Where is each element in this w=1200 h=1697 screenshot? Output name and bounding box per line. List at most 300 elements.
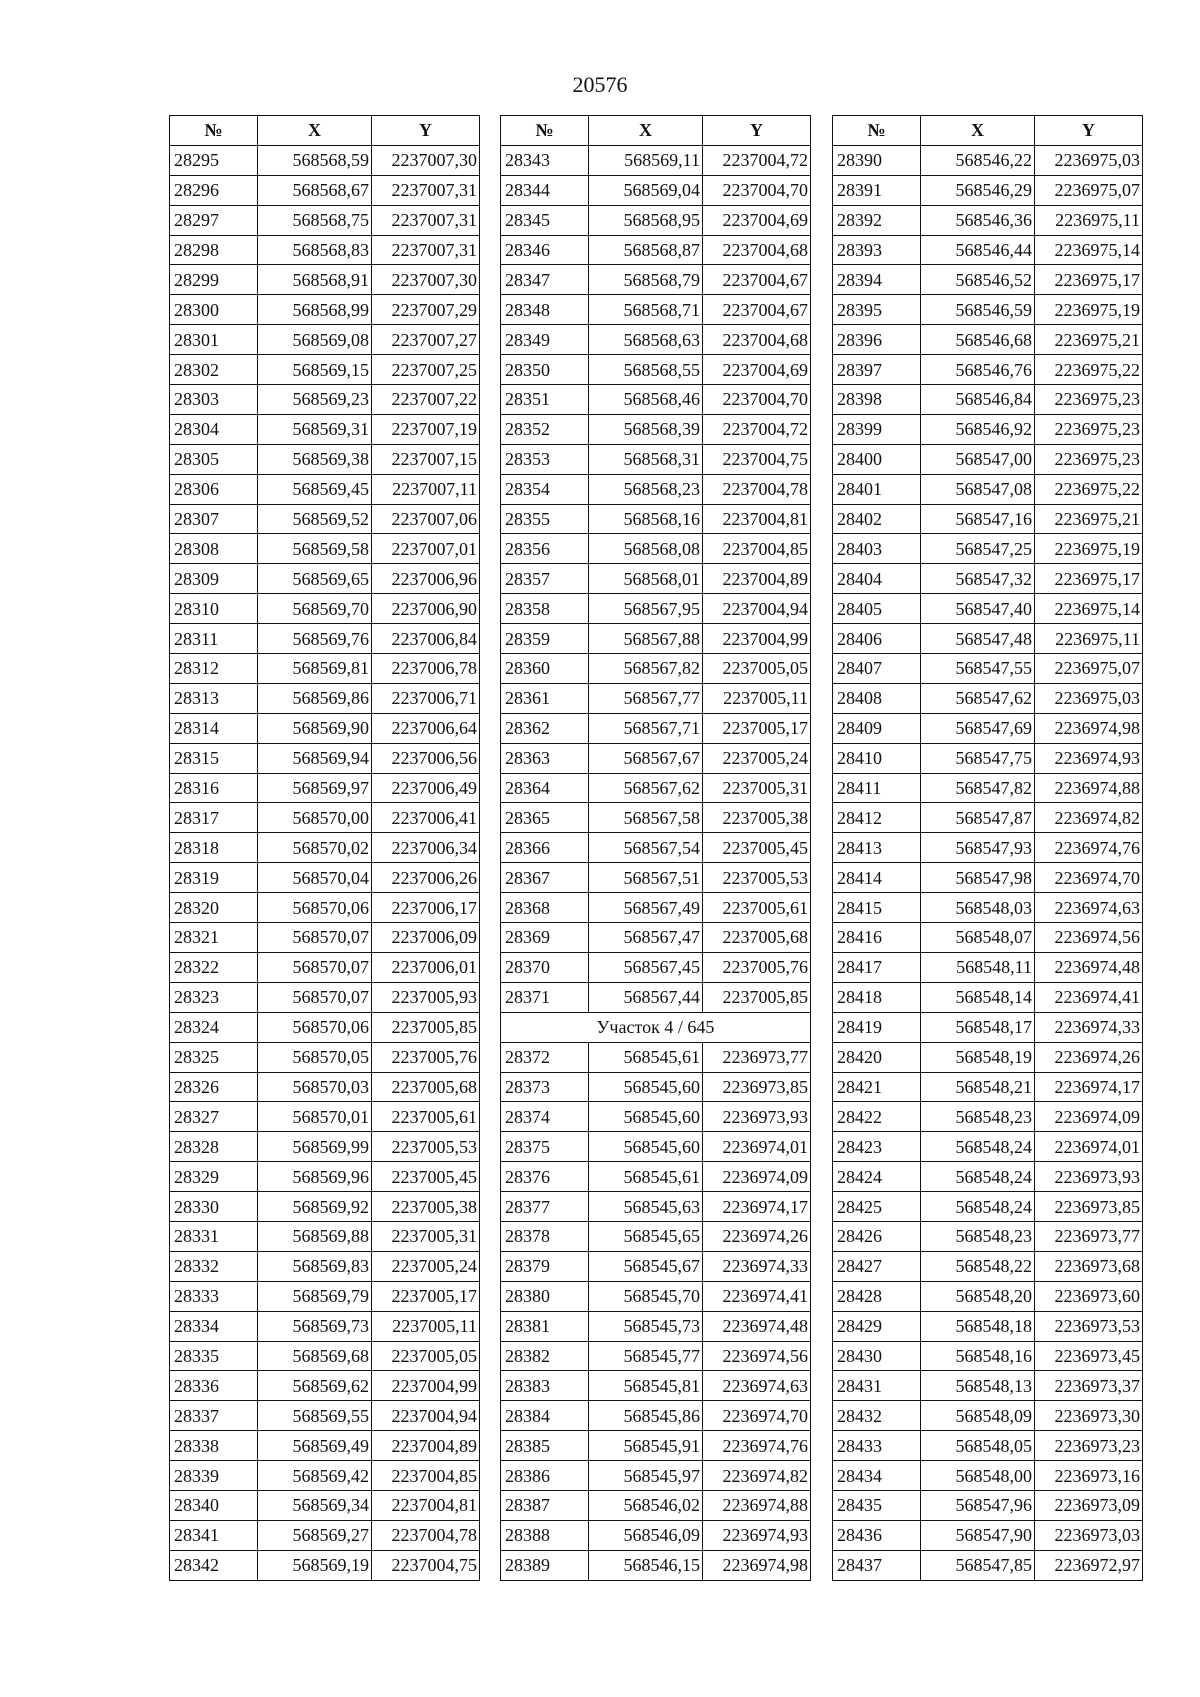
cell-number: 28363 xyxy=(501,743,589,773)
cell-x: 568548,11 xyxy=(921,952,1035,982)
table-row xyxy=(833,1192,1143,1222)
column-header-number: № xyxy=(833,116,921,146)
cell-y: 2236973,93 xyxy=(703,1102,811,1132)
cell-number: 28388 xyxy=(501,1520,589,1550)
cell-y: 2236973,68 xyxy=(1035,1251,1143,1281)
column-header-number: № xyxy=(501,116,589,146)
cell-y: 2236975,23 xyxy=(1035,444,1143,474)
cell-x: 568569,90 xyxy=(258,713,372,743)
cell-number: 28370 xyxy=(501,952,589,982)
cell-number: 28429 xyxy=(833,1311,921,1341)
cell-x: 568570,03 xyxy=(258,1072,372,1102)
cell-number: 28342 xyxy=(170,1550,258,1580)
table-row xyxy=(501,594,811,624)
coordinates-table-3 xyxy=(832,115,1143,1581)
cell-x: 568546,52 xyxy=(921,265,1035,295)
cell-y: 2237006,49 xyxy=(372,773,480,803)
table-row xyxy=(501,1192,811,1222)
cell-y: 2237005,76 xyxy=(372,1042,480,1072)
cell-x: 568567,71 xyxy=(589,713,703,743)
table-row xyxy=(170,444,480,474)
cell-number: 28372 xyxy=(501,1042,589,1072)
table-row xyxy=(833,1311,1143,1341)
table-row xyxy=(170,325,480,355)
cell-y: 2236975,19 xyxy=(1035,295,1143,325)
cell-y: 2236975,22 xyxy=(1035,474,1143,504)
column-header-x: X xyxy=(589,116,703,146)
cell-number: 28391 xyxy=(833,175,921,205)
table-row xyxy=(170,1311,480,1341)
cell-y: 2236973,60 xyxy=(1035,1281,1143,1311)
column-header-y: Y xyxy=(1035,116,1143,146)
table-row xyxy=(833,773,1143,803)
table-row xyxy=(501,444,811,474)
cell-number: 28374 xyxy=(501,1102,589,1132)
cell-number: 28327 xyxy=(170,1102,258,1132)
cell-number: 28412 xyxy=(833,803,921,833)
table-row xyxy=(501,564,811,594)
table-row xyxy=(170,624,480,654)
cell-y: 2236974,88 xyxy=(1035,773,1143,803)
table-row xyxy=(501,1401,811,1431)
cell-y: 2236974,93 xyxy=(703,1520,811,1550)
cell-y: 2237004,85 xyxy=(703,534,811,564)
table-row xyxy=(833,444,1143,474)
cell-number: 28312 xyxy=(170,654,258,684)
cell-x: 568568,99 xyxy=(258,295,372,325)
cell-number: 28322 xyxy=(170,952,258,982)
cell-number: 28336 xyxy=(170,1371,258,1401)
cell-x: 568567,67 xyxy=(589,743,703,773)
table-row xyxy=(170,1192,480,1222)
cell-y: 2237004,99 xyxy=(703,624,811,654)
cell-x: 568569,58 xyxy=(258,534,372,564)
table-row xyxy=(501,1311,811,1341)
cell-number: 28431 xyxy=(833,1371,921,1401)
cell-number: 28357 xyxy=(501,564,589,594)
coordinates-table-2 xyxy=(500,115,811,1581)
table-row xyxy=(501,504,811,534)
cell-x: 568547,08 xyxy=(921,474,1035,504)
cell-y: 2237005,05 xyxy=(372,1341,480,1371)
cell-number: 28399 xyxy=(833,414,921,444)
cell-x: 568545,91 xyxy=(589,1431,703,1461)
cell-number: 28319 xyxy=(170,863,258,893)
cell-x: 568569,62 xyxy=(258,1371,372,1401)
cell-number: 28425 xyxy=(833,1192,921,1222)
table-row xyxy=(170,952,480,982)
cell-y: 2236973,85 xyxy=(703,1072,811,1102)
cell-x: 568548,09 xyxy=(921,1401,1035,1431)
cell-y: 2237006,84 xyxy=(372,624,480,654)
cell-x: 568568,01 xyxy=(589,564,703,594)
cell-x: 568546,02 xyxy=(589,1490,703,1520)
table-row xyxy=(833,594,1143,624)
cell-y: 2237004,78 xyxy=(703,474,811,504)
table-row xyxy=(833,175,1143,205)
cell-x: 568569,92 xyxy=(258,1192,372,1222)
cell-y: 2236974,09 xyxy=(1035,1102,1143,1132)
cell-number: 28334 xyxy=(170,1311,258,1341)
cell-number: 28355 xyxy=(501,504,589,534)
cell-x: 568569,19 xyxy=(258,1550,372,1580)
cell-number: 28368 xyxy=(501,893,589,923)
cell-x: 568569,88 xyxy=(258,1221,372,1251)
table-row xyxy=(833,952,1143,982)
coordinates-table-1 xyxy=(169,115,480,1581)
table-row xyxy=(833,863,1143,893)
cell-number: 28348 xyxy=(501,295,589,325)
cell-x: 568569,76 xyxy=(258,624,372,654)
cell-y: 2236974,98 xyxy=(703,1550,811,1580)
cell-y: 2237004,99 xyxy=(372,1371,480,1401)
cell-y: 2237005,17 xyxy=(703,713,811,743)
table-row xyxy=(833,743,1143,773)
cell-x: 568545,81 xyxy=(589,1371,703,1401)
cell-y: 2237005,17 xyxy=(372,1281,480,1311)
cell-x: 568547,25 xyxy=(921,534,1035,564)
cell-y: 2236975,21 xyxy=(1035,504,1143,534)
cell-y: 2237004,69 xyxy=(703,355,811,385)
cell-x: 568545,60 xyxy=(589,1072,703,1102)
cell-y: 2237006,90 xyxy=(372,594,480,624)
cell-y: 2236974,48 xyxy=(1035,952,1143,982)
cell-number: 28338 xyxy=(170,1431,258,1461)
cell-y: 2237005,76 xyxy=(703,952,811,982)
cell-number: 28424 xyxy=(833,1162,921,1192)
cell-x: 568570,07 xyxy=(258,952,372,982)
cell-number: 28432 xyxy=(833,1401,921,1431)
table-row xyxy=(501,265,811,295)
table-row xyxy=(170,1072,480,1102)
cell-x: 568548,17 xyxy=(921,1012,1035,1042)
cell-y: 2236975,03 xyxy=(1035,683,1143,713)
table-row xyxy=(501,235,811,265)
cell-number: 28408 xyxy=(833,683,921,713)
cell-x: 568545,67 xyxy=(589,1251,703,1281)
cell-x: 568567,88 xyxy=(589,624,703,654)
cell-y: 2237006,34 xyxy=(372,833,480,863)
cell-x: 568568,91 xyxy=(258,265,372,295)
cell-number: 28325 xyxy=(170,1042,258,1072)
table-row xyxy=(833,683,1143,713)
cell-y: 2236974,63 xyxy=(1035,893,1143,923)
cell-number: 28383 xyxy=(501,1371,589,1401)
cell-y: 2237004,85 xyxy=(372,1461,480,1491)
cell-number: 28417 xyxy=(833,952,921,982)
cell-y: 2237007,19 xyxy=(372,414,480,444)
table-row xyxy=(501,803,811,833)
table-row xyxy=(170,1550,480,1580)
table-row xyxy=(501,1520,811,1550)
cell-x: 568569,52 xyxy=(258,504,372,534)
cell-number: 28420 xyxy=(833,1042,921,1072)
table-row xyxy=(170,743,480,773)
table-header-row xyxy=(833,116,1143,146)
cell-x: 568568,59 xyxy=(258,145,372,175)
cell-x: 568568,67 xyxy=(258,175,372,205)
table-row xyxy=(833,833,1143,863)
table-row xyxy=(170,713,480,743)
table-row xyxy=(501,1251,811,1281)
table-row xyxy=(501,1461,811,1491)
cell-x: 568547,98 xyxy=(921,863,1035,893)
cell-y: 2237005,31 xyxy=(372,1221,480,1251)
page-number: 20576 xyxy=(572,72,628,97)
cell-x: 568546,36 xyxy=(921,205,1035,235)
table-row xyxy=(833,534,1143,564)
table-row xyxy=(833,1281,1143,1311)
cell-x: 568547,93 xyxy=(921,833,1035,863)
cell-y: 2236972,97 xyxy=(1035,1550,1143,1580)
cell-y: 2237005,61 xyxy=(703,893,811,923)
table-row xyxy=(501,1341,811,1371)
cell-y: 2237007,11 xyxy=(372,474,480,504)
cell-y: 2236974,41 xyxy=(703,1281,811,1311)
table-row xyxy=(170,1401,480,1431)
cell-number: 28411 xyxy=(833,773,921,803)
cell-x: 568567,77 xyxy=(589,683,703,713)
cell-number: 28353 xyxy=(501,444,589,474)
table-row xyxy=(833,235,1143,265)
cell-number: 28361 xyxy=(501,683,589,713)
cell-x: 568567,62 xyxy=(589,773,703,803)
cell-y: 2237007,29 xyxy=(372,295,480,325)
cell-x: 568545,60 xyxy=(589,1132,703,1162)
cell-x: 568548,16 xyxy=(921,1341,1035,1371)
cell-x: 568546,59 xyxy=(921,295,1035,325)
cell-number: 28366 xyxy=(501,833,589,863)
table-row xyxy=(833,1072,1143,1102)
cell-number: 28409 xyxy=(833,713,921,743)
cell-x: 568569,27 xyxy=(258,1520,372,1550)
cell-y: 2237004,89 xyxy=(703,564,811,594)
cell-y: 2237007,27 xyxy=(372,325,480,355)
table-row xyxy=(501,923,811,953)
cell-x: 568569,73 xyxy=(258,1311,372,1341)
cell-x: 568569,45 xyxy=(258,474,372,504)
cell-x: 568567,54 xyxy=(589,833,703,863)
table-row xyxy=(501,952,811,982)
table-row xyxy=(501,325,811,355)
cell-y: 2236975,11 xyxy=(1035,205,1143,235)
cell-number: 28402 xyxy=(833,504,921,534)
cell-x: 568570,05 xyxy=(258,1042,372,1072)
cell-y: 2237005,93 xyxy=(372,982,480,1012)
section-label: Участок 4 / 645 xyxy=(501,1012,811,1042)
table-row xyxy=(833,504,1143,534)
table-row xyxy=(501,1550,811,1580)
cell-y: 2237004,70 xyxy=(703,385,811,415)
cell-x: 568569,55 xyxy=(258,1401,372,1431)
cell-number: 28378 xyxy=(501,1221,589,1251)
table-row xyxy=(833,982,1143,1012)
cell-number: 28436 xyxy=(833,1520,921,1550)
cell-y: 2237004,94 xyxy=(703,594,811,624)
cell-x: 568548,07 xyxy=(921,923,1035,953)
cell-y: 2237007,01 xyxy=(372,534,480,564)
cell-x: 568569,31 xyxy=(258,414,372,444)
cell-y: 2236974,82 xyxy=(1035,803,1143,833)
cell-x: 568545,97 xyxy=(589,1461,703,1491)
table-row xyxy=(501,982,811,1012)
cell-number: 28317 xyxy=(170,803,258,833)
cell-x: 568568,55 xyxy=(589,355,703,385)
cell-number: 28315 xyxy=(170,743,258,773)
cell-y: 2236974,76 xyxy=(1035,833,1143,863)
cell-number: 28296 xyxy=(170,175,258,205)
cell-x: 568568,71 xyxy=(589,295,703,325)
cell-y: 2236974,09 xyxy=(703,1162,811,1192)
cell-x: 568548,23 xyxy=(921,1102,1035,1132)
cell-x: 568568,39 xyxy=(589,414,703,444)
cell-x: 568569,83 xyxy=(258,1251,372,1281)
table-row xyxy=(170,534,480,564)
cell-number: 28352 xyxy=(501,414,589,444)
cell-number: 28437 xyxy=(833,1550,921,1580)
cell-x: 568568,16 xyxy=(589,504,703,534)
cell-y: 2236974,88 xyxy=(703,1490,811,1520)
cell-number: 28311 xyxy=(170,624,258,654)
table-row xyxy=(170,1162,480,1192)
cell-y: 2236974,93 xyxy=(1035,743,1143,773)
table-row xyxy=(170,175,480,205)
cell-x: 568546,29 xyxy=(921,175,1035,205)
table-row xyxy=(833,1132,1143,1162)
cell-x: 568569,04 xyxy=(589,175,703,205)
table-row xyxy=(170,1221,480,1251)
cell-number: 28413 xyxy=(833,833,921,863)
table-row xyxy=(170,355,480,385)
cell-x: 568569,11 xyxy=(589,145,703,175)
cell-number: 28302 xyxy=(170,355,258,385)
cell-y: 2236975,23 xyxy=(1035,385,1143,415)
cell-number: 28321 xyxy=(170,923,258,953)
cell-x: 568569,97 xyxy=(258,773,372,803)
table-row xyxy=(170,474,480,504)
cell-y: 2237004,69 xyxy=(703,205,811,235)
cell-number: 28300 xyxy=(170,295,258,325)
cell-number: 28433 xyxy=(833,1431,921,1461)
cell-y: 2237005,11 xyxy=(372,1311,480,1341)
cell-y: 2237006,17 xyxy=(372,893,480,923)
cell-y: 2237007,25 xyxy=(372,355,480,385)
cell-x: 568546,44 xyxy=(921,235,1035,265)
cell-y: 2237005,38 xyxy=(703,803,811,833)
table-row xyxy=(170,265,480,295)
cell-number: 28419 xyxy=(833,1012,921,1042)
cell-number: 28404 xyxy=(833,564,921,594)
cell-x: 568546,92 xyxy=(921,414,1035,444)
table-row xyxy=(501,1490,811,1520)
table-row xyxy=(501,355,811,385)
table-row xyxy=(501,1162,811,1192)
cell-number: 28382 xyxy=(501,1341,589,1371)
cell-number: 28418 xyxy=(833,982,921,1012)
cell-x: 568548,23 xyxy=(921,1221,1035,1251)
cell-x: 568546,76 xyxy=(921,355,1035,385)
cell-number: 28340 xyxy=(170,1490,258,1520)
cell-number: 28346 xyxy=(501,235,589,265)
cell-y: 2236973,37 xyxy=(1035,1371,1143,1401)
cell-number: 28316 xyxy=(170,773,258,803)
cell-number: 28347 xyxy=(501,265,589,295)
table-row xyxy=(170,1102,480,1132)
cell-x: 568547,85 xyxy=(921,1550,1035,1580)
table-row xyxy=(833,414,1143,444)
cell-number: 28343 xyxy=(501,145,589,175)
table-row xyxy=(170,893,480,923)
cell-y: 2236974,41 xyxy=(1035,982,1143,1012)
table-row xyxy=(170,654,480,684)
cell-y: 2236974,76 xyxy=(703,1431,811,1461)
cell-number: 28297 xyxy=(170,205,258,235)
cell-number: 28393 xyxy=(833,235,921,265)
cell-number: 28337 xyxy=(170,1401,258,1431)
table-row xyxy=(833,385,1143,415)
cell-y: 2236974,17 xyxy=(703,1192,811,1222)
table-row xyxy=(833,803,1143,833)
cell-x: 568569,15 xyxy=(258,355,372,385)
table-row xyxy=(170,1132,480,1162)
table-row xyxy=(501,833,811,863)
cell-y: 2236974,56 xyxy=(703,1341,811,1371)
cell-number: 28400 xyxy=(833,444,921,474)
cell-x: 568569,79 xyxy=(258,1281,372,1311)
cell-x: 568547,48 xyxy=(921,624,1035,654)
cell-number: 28307 xyxy=(170,504,258,534)
table-row xyxy=(170,205,480,235)
cell-number: 28335 xyxy=(170,1341,258,1371)
cell-number: 28369 xyxy=(501,923,589,953)
table-row xyxy=(170,1251,480,1281)
cell-number: 28344 xyxy=(501,175,589,205)
table-row xyxy=(170,1012,480,1042)
table-row xyxy=(833,1221,1143,1251)
cell-x: 568569,86 xyxy=(258,683,372,713)
cell-y: 2237005,31 xyxy=(703,773,811,803)
cell-number: 28392 xyxy=(833,205,921,235)
cell-x: 568547,69 xyxy=(921,713,1035,743)
cell-number: 28324 xyxy=(170,1012,258,1042)
table-row xyxy=(170,1371,480,1401)
table-row xyxy=(501,474,811,504)
cell-x: 568569,49 xyxy=(258,1431,372,1461)
cell-number: 28299 xyxy=(170,265,258,295)
cell-x: 568568,95 xyxy=(589,205,703,235)
cell-y: 2236974,26 xyxy=(1035,1042,1143,1072)
table-row xyxy=(833,1012,1143,1042)
cell-y: 2237004,75 xyxy=(703,444,811,474)
cell-x: 568546,68 xyxy=(921,325,1035,355)
cell-y: 2236975,23 xyxy=(1035,414,1143,444)
cell-number: 28426 xyxy=(833,1221,921,1251)
cell-x: 568547,00 xyxy=(921,444,1035,474)
cell-number: 28434 xyxy=(833,1461,921,1491)
cell-x: 568545,60 xyxy=(589,1102,703,1132)
cell-y: 2237005,24 xyxy=(372,1251,480,1281)
table-row xyxy=(501,1221,811,1251)
cell-number: 28326 xyxy=(170,1072,258,1102)
cell-number: 28354 xyxy=(501,474,589,504)
cell-x: 568569,96 xyxy=(258,1162,372,1192)
table-row xyxy=(833,1371,1143,1401)
cell-number: 28381 xyxy=(501,1311,589,1341)
cell-number: 28401 xyxy=(833,474,921,504)
table-row xyxy=(501,295,811,325)
table-row xyxy=(833,265,1143,295)
cell-y: 2237007,15 xyxy=(372,444,480,474)
